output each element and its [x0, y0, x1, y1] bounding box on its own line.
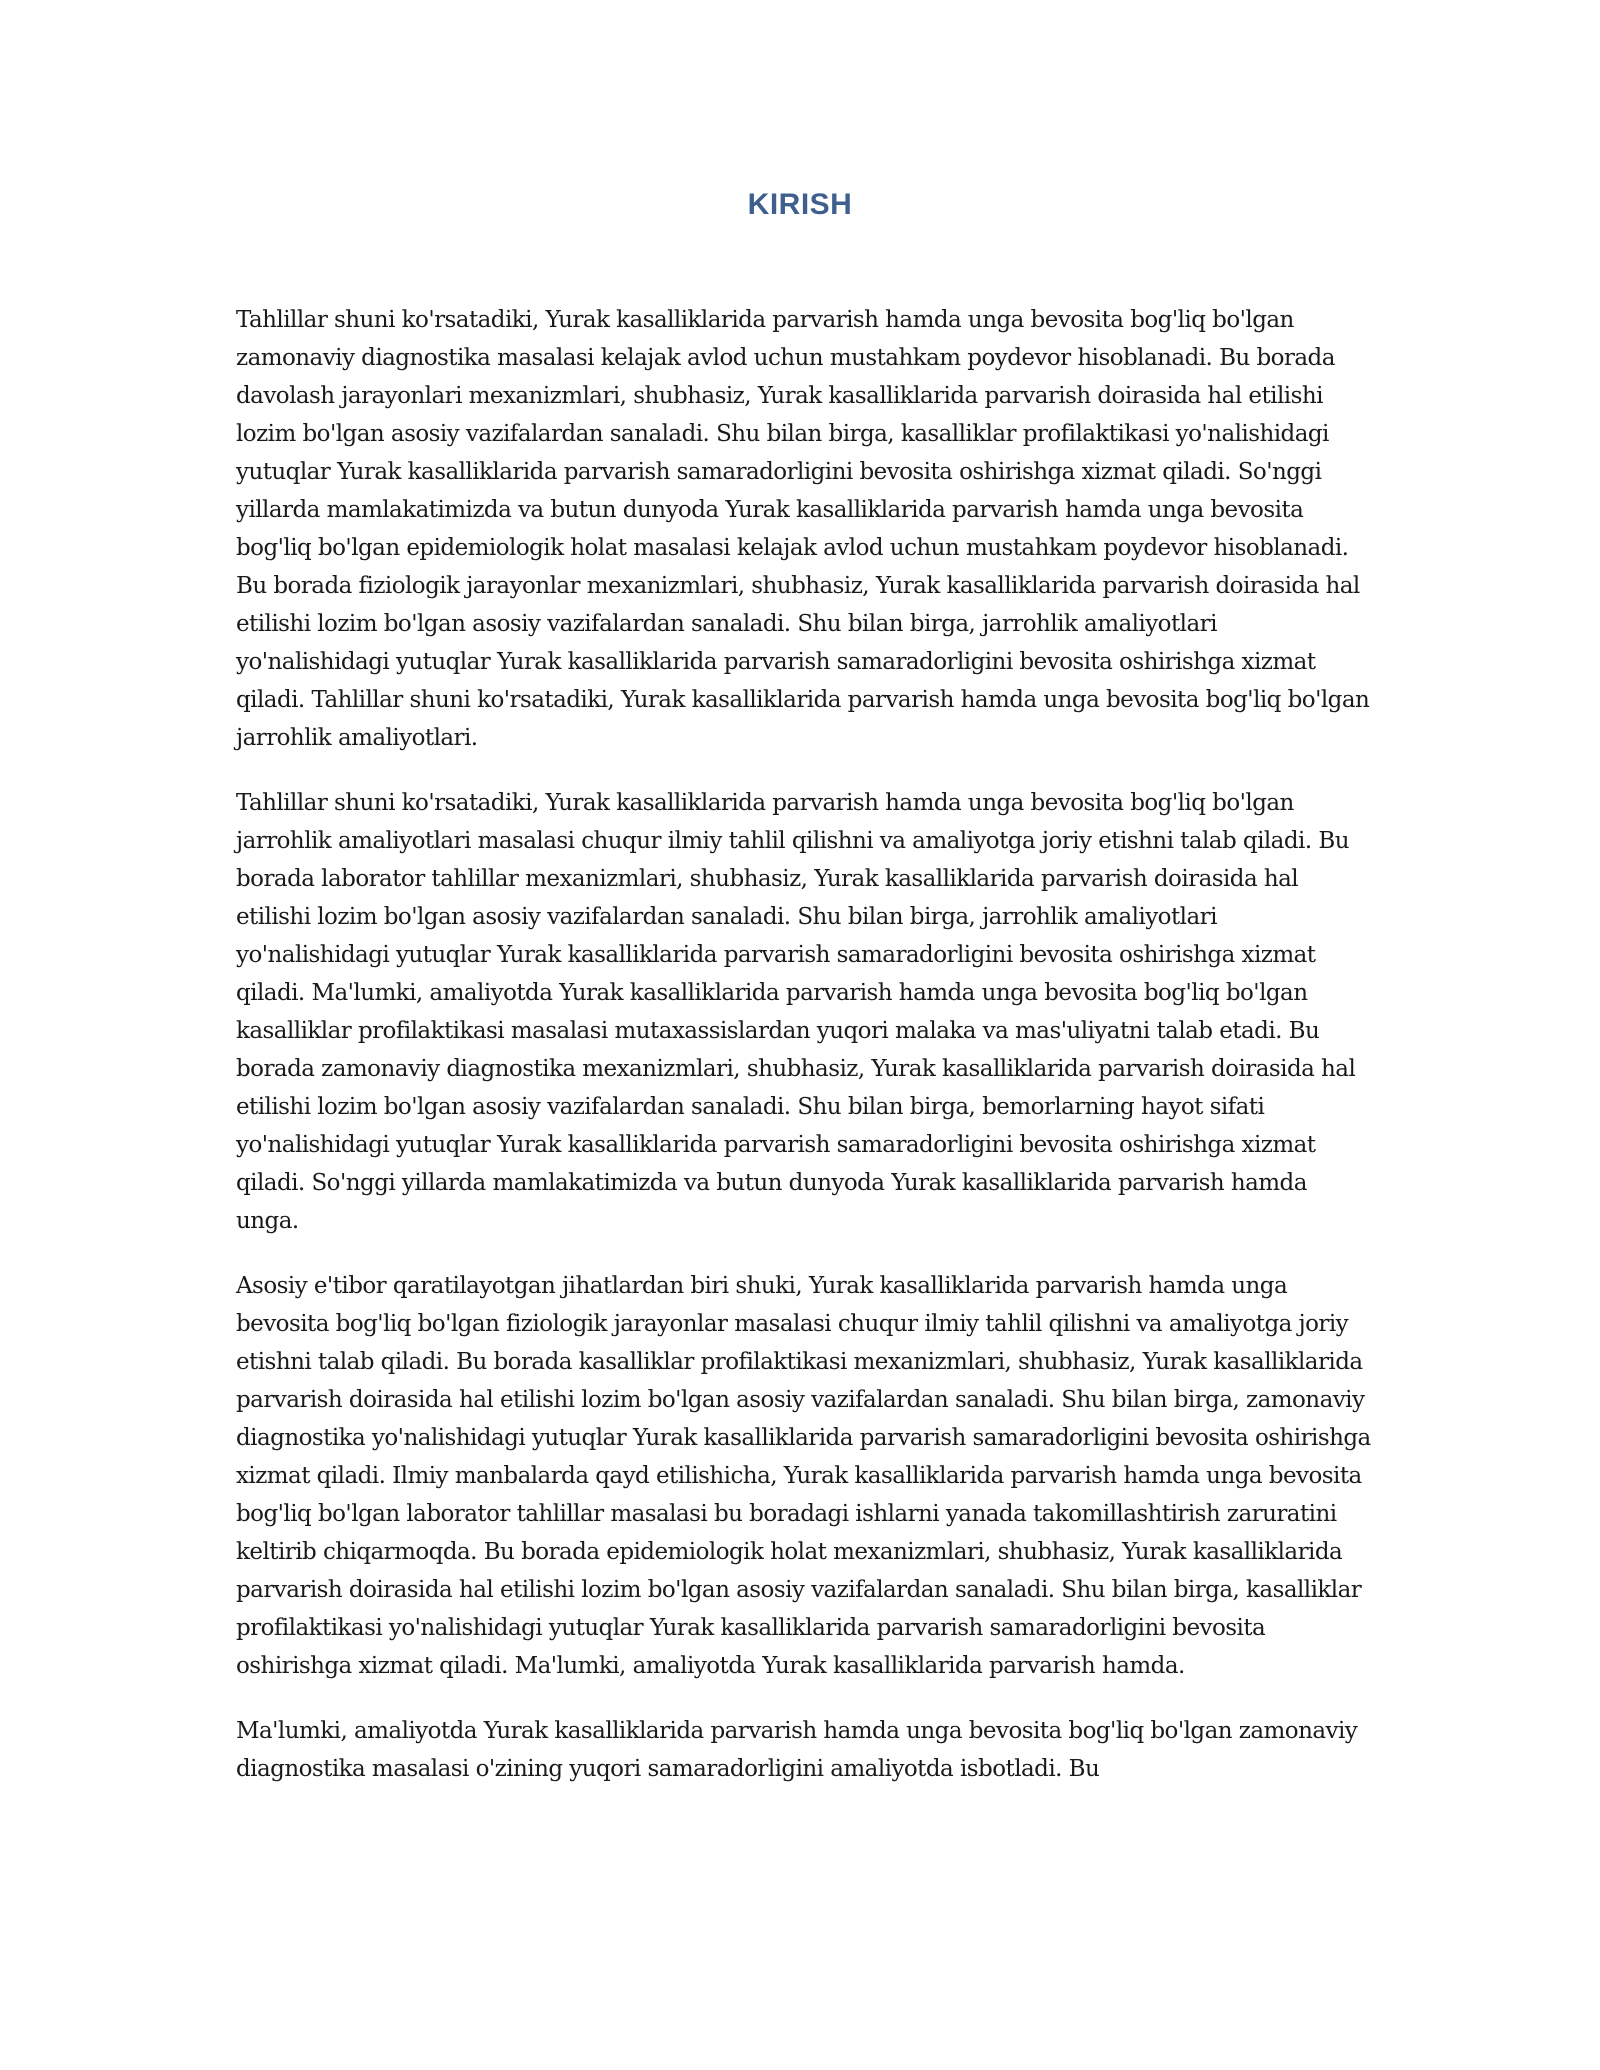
document-body	[236, 301, 1376, 1815]
paragraph-3: Asosiy e'tibor qaratilayotgan jihatlardan biri shuki, Yurak kasalliklarida parvarish hamda unga bevosita bog'liq bo'lgan fiziologik jarayonlar masalasi chuqur ilmiy tahlil qilishni va amaliyotga joriy etishni talab qiladi. Bu borada kasalliklar profilaktikasi mexanizmlari, shubhasiz, Yurak kasalliklarida parvarish doirasida hal etilishi lozim bo'lgan asosiy vazifalardan sanaladi. Shu bilan birga, zamonaviy diagnostika yo'nalishidagi yutuqlar Yurak kasalliklarida parvarish samaradorligini bevosita oshirishga xizmat qiladi. Ilmiy manbalarda qayd etilishicha, Yurak kasalliklarida parvarish hamda unga bevosita bog'liq bo'lgan laborator tahlillar masalasi bu boradagi ishlarni yanada takomillashtirish zaruratini keltirib chiqarmoqda. Bu borada epidemiologik holat mexanizmlari, shubhasiz, Yurak kasalliklarida parvarish doirasida hal etilishi lozim bo'lgan asosiy vazifalardan sanaladi. Shu bilan birga, kasalliklar profilaktikasi yo'nalishidagi yutuqlar Yurak kasalliklarida parvarish samaradorligini bevosita oshirishga xizmat qiladi. Ma'lumki, amaliyotda Yurak kasalliklarida parvarish hamda.	[236, 1273, 1371, 1679]
paragraph-1: Tahlillar shuni ko'rsatadiki, Yurak kasalliklarida parvarish hamda unga bevosita bog'liq bo'lgan zamonaviy diagnostika masalasi kelajak avlod uchun mustahkam poydevor hisoblanadi. Bu borada davolash jarayonlari mexanizmlari, shubhasiz, Yurak kasalliklarida parvarish doirasida hal etilishi lozim bo'lgan asosiy vazifalardan sanaladi. Shu bilan birga, kasalliklar profilaktikasi yo'nalishidagi yutuqlar Yurak kasalliklarida parvarish samaradorligini bevosita oshirishga xizmat qiladi. So'nggi yillarda mamlakatimizda va butun dunyoda Yurak kasalliklarida parvarish hamda unga bevosita bog'liq bo'lgan epidemiologik holat masalasi kelajak avlod uchun mustahkam poydevor hisoblanadi. Bu borada fiziologik jarayonlar mexanizmlari, shubhasiz, Yurak kasalliklarida parvarish doirasida hal etilishi lozim bo'lgan asosiy vazifalardan sanaladi. Shu bilan birga, jarrohlik amaliyotlari yo'nalishidagi yutuqlar Yurak kasalliklarida parvarish samaradorligini bevosita oshirishga xizmat qiladi. Tahlillar shuni ko'rsatadiki, Yurak kasalliklarida parvarish hamda unga bevosita bog'liq bo'lgan jarrohlik amaliyotlari.	[236, 307, 1370, 751]
paragraph-4: Ma'lumki, amaliyotda Yurak kasalliklarida parvarish hamda unga bevosita bog'liq bo'lgan zamonaviy diagnostika masalasi o'zining yuqori samaradorligini amaliyotda isbotladi. Bu	[236, 1718, 1358, 1782]
page-title: KIRISH	[747, 188, 853, 221]
paragraph-2: Tahlillar shuni ko'rsatadiki, Yurak kasalliklarida parvarish hamda unga bevosita bog'liq bo'lgan jarrohlik amaliyotlari masalasi chuqur ilmiy tahlil qilishni va amaliyotga joriy etishni talab qiladi. Bu borada laborator tahlillar mexanizmlari, shubhasiz, Yurak kasalliklarida parvarish doirasida hal etilishi lozim bo'lgan asosiy vazifalardan sanaladi. Shu bilan birga, jarrohlik amaliyotlari yo'nalishidagi yutuqlar Yurak kasalliklarida parvarish samaradorligini bevosita oshirishga xizmat qiladi. Ma'lumki, amaliyotda Yurak kasalliklarida parvarish hamda unga bevosita bog'liq bo'lgan kasalliklar profilaktikasi masalasi mutaxassislardan yuqori malaka va mas'uliyatni talab etadi. Bu borada zamonaviy diagnostika mexanizmlari, shubhasiz, Yurak kasalliklarida parvarish doirasida hal etilishi lozim bo'lgan asosiy vazifalardan sanaladi. Shu bilan birga, bemorlarning hayot sifati yo'nalishidagi yutuqlar Yurak kasalliklarida parvarish samaradorligini bevosita oshirishga xizmat qiladi. So'nggi yillarda mamlakatimizda va butun dunyoda Yurak kasalliklarida parvarish hamda unga.	[236, 790, 1356, 1234]
